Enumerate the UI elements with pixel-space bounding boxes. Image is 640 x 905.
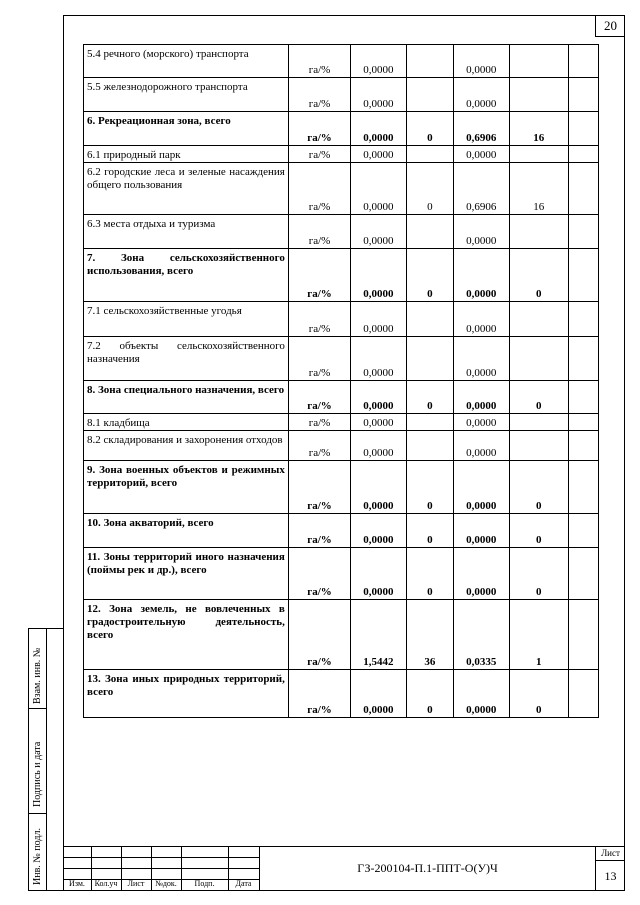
row-value-planned: 0,0000: [454, 302, 509, 337]
row-percent-planned: 0: [509, 670, 568, 718]
row-value-existing: 0,0000: [351, 381, 406, 414]
row-value-planned: 0,0000: [454, 431, 509, 461]
page-number: 20: [595, 15, 625, 37]
row-percent-planned: [509, 45, 568, 78]
label-izm: Изм.: [69, 879, 85, 888]
row-percent-existing: [406, 431, 453, 461]
row-unit: га/%: [288, 112, 350, 146]
label-kol-uch: Кол.уч: [94, 879, 118, 888]
label-data: Дата: [235, 879, 252, 888]
row-name: 8.2 складирования и захоронения отходов: [84, 431, 289, 461]
row-unit: га/%: [288, 249, 350, 302]
table-row: [84, 45, 599, 78]
row-percent-planned: 0: [509, 461, 568, 514]
vzam-inv-label: Взам. инв. №: [32, 647, 43, 704]
row-percent-existing: 0: [406, 670, 453, 718]
table-row: [84, 337, 599, 381]
table-row: [84, 514, 599, 548]
row-name: 6.3 места отдыха и туризма: [84, 215, 289, 249]
row-empty-cell: [568, 548, 598, 600]
row-unit: га/%: [288, 461, 350, 514]
table-row: [84, 112, 599, 146]
label-list: Лист: [127, 879, 145, 888]
row-value-existing: 0,0000: [351, 215, 406, 249]
row-percent-existing: 0: [406, 514, 453, 548]
row-value-planned: 0,0000: [454, 461, 509, 514]
row-percent-existing: 36: [406, 600, 453, 670]
row-unit: га/%: [288, 600, 350, 670]
row-unit: га/%: [288, 45, 350, 78]
row-name: 10. Зона акваторий, всего: [84, 514, 289, 548]
row-value-existing: 0,0000: [351, 548, 406, 600]
podpis-data-label: Подпись и дата: [32, 741, 43, 807]
table-row: [84, 548, 599, 600]
table-row: [84, 600, 599, 670]
row-value-planned: 0,6906: [454, 112, 509, 146]
side-divider: [46, 629, 47, 890]
row-value-existing: 0,0000: [351, 414, 406, 431]
row-value-planned: 0,0000: [454, 670, 509, 718]
row-value-planned: 0,0000: [454, 146, 509, 163]
row-empty-cell: [568, 431, 598, 461]
table-row: [84, 163, 599, 215]
row-percent-existing: 0: [406, 249, 453, 302]
row-value-existing: 0,0000: [351, 163, 406, 215]
table-row: [84, 249, 599, 302]
title-block: [63, 846, 625, 891]
row-value-existing: 0,0000: [351, 461, 406, 514]
row-value-existing: 0,0000: [351, 249, 406, 302]
label-ndok: №док.: [155, 879, 177, 888]
table-row: [84, 670, 599, 718]
row-unit: га/%: [288, 381, 350, 414]
row-percent-existing: [406, 337, 453, 381]
row-percent-planned: 16: [509, 163, 568, 215]
row-value-planned: 0,0000: [454, 381, 509, 414]
row-value-planned: 0,0335: [454, 600, 509, 670]
row-empty-cell: [568, 215, 598, 249]
table-row: [84, 146, 599, 163]
row-percent-existing: [406, 414, 453, 431]
table-row: [84, 461, 599, 514]
row-unit: га/%: [288, 146, 350, 163]
row-percent-planned: [509, 146, 568, 163]
row-empty-cell: [568, 302, 598, 337]
row-empty-cell: [568, 78, 598, 112]
row-value-planned: 0,0000: [454, 249, 509, 302]
row-empty-cell: [568, 670, 598, 718]
row-unit: га/%: [288, 431, 350, 461]
row-percent-existing: [406, 78, 453, 112]
row-empty-cell: [568, 461, 598, 514]
row-name: 12. Зона земель, не вовлеченных в градостроительную деятельность, всего: [84, 600, 289, 670]
row-value-planned: 0,0000: [454, 215, 509, 249]
row-name: 11. Зоны территорий иного назначения (поймы рек и др.), всего: [84, 548, 289, 600]
table-row: [84, 431, 599, 461]
table-row: [84, 381, 599, 414]
row-name: 7.2 объекты сельскохозяйственного назначения: [84, 337, 289, 381]
row-value-planned: 0,6906: [454, 163, 509, 215]
row-percent-planned: 16: [509, 112, 568, 146]
row-unit: га/%: [288, 302, 350, 337]
row-value-existing: 0,0000: [351, 670, 406, 718]
row-name: 5.4 речного (морского) транспорта: [84, 45, 289, 78]
row-name: 6. Рекреационная зона, всего: [84, 112, 289, 146]
row-percent-planned: 1: [509, 600, 568, 670]
row-unit: га/%: [288, 414, 350, 431]
title-block-grid: [63, 846, 259, 891]
sheet-number: 13: [604, 869, 617, 883]
row-value-existing: 1,5442: [351, 600, 406, 670]
row-empty-cell: [568, 381, 598, 414]
row-value-planned: 0,0000: [454, 337, 509, 381]
row-value-planned: 0,0000: [454, 514, 509, 548]
row-percent-existing: 0: [406, 112, 453, 146]
row-percent-planned: [509, 337, 568, 381]
row-unit: га/%: [288, 78, 350, 112]
row-unit: га/%: [288, 514, 350, 548]
row-empty-cell: [568, 600, 598, 670]
row-value-planned: 0,0000: [454, 45, 509, 78]
row-percent-planned: 0: [509, 381, 568, 414]
document-code: ГЗ-200104-П.1-ППТ-О(У)Ч: [259, 846, 595, 891]
row-empty-cell: [568, 45, 598, 78]
row-value-planned: 0,0000: [454, 414, 509, 431]
row-unit: га/%: [288, 337, 350, 381]
table-row: [84, 78, 599, 112]
row-percent-planned: [509, 78, 568, 112]
row-percent-planned: [509, 302, 568, 337]
row-percent-planned: 0: [509, 249, 568, 302]
row-value-existing: 0,0000: [351, 431, 406, 461]
row-value-existing: 0,0000: [351, 302, 406, 337]
row-name: 7. Зона сельскохозяйственного использования, всего: [84, 249, 289, 302]
row-empty-cell: [568, 163, 598, 215]
row-percent-planned: 0: [509, 514, 568, 548]
row-empty-cell: [568, 249, 598, 302]
row-percent-existing: [406, 302, 453, 337]
row-name: 13. Зона иных природных территорий, всего: [84, 670, 289, 718]
row-percent-existing: [406, 45, 453, 78]
row-name: 7.1 сельскохозяйственные угодья: [84, 302, 289, 337]
row-value-planned: 0,0000: [454, 78, 509, 112]
row-value-existing: 0,0000: [351, 146, 406, 163]
row-name: 8. Зона специального назначения, всего: [84, 381, 289, 414]
table-row: [84, 215, 599, 249]
row-value-existing: 0,0000: [351, 45, 406, 78]
row-unit: га/%: [288, 670, 350, 718]
side-stamp: [28, 628, 63, 891]
row-empty-cell: [568, 514, 598, 548]
row-percent-planned: [509, 431, 568, 461]
row-percent-existing: 0: [406, 381, 453, 414]
row-percent-planned: [509, 414, 568, 431]
row-value-existing: 0,0000: [351, 514, 406, 548]
row-value-existing: 0,0000: [351, 112, 406, 146]
row-percent-existing: [406, 146, 453, 163]
zones-table: [83, 44, 599, 718]
sheet-label: Лист: [596, 847, 625, 861]
row-value-planned: 0,0000: [454, 548, 509, 600]
row-name: 6.1 природный парк: [84, 146, 289, 163]
row-percent-existing: 0: [406, 461, 453, 514]
row-name: 9. Зона военных объектов и режимных территорий, всего: [84, 461, 289, 514]
row-empty-cell: [568, 146, 598, 163]
row-percent-planned: [509, 215, 568, 249]
row-unit: га/%: [288, 215, 350, 249]
table-row: [84, 414, 599, 431]
row-value-existing: 0,0000: [351, 78, 406, 112]
row-name: 5.5 железнодорожного транспорта: [84, 78, 289, 112]
row-unit: га/%: [288, 548, 350, 600]
row-unit: га/%: [288, 163, 350, 215]
row-empty-cell: [568, 337, 598, 381]
table-row: [84, 302, 599, 337]
row-percent-existing: 0: [406, 163, 453, 215]
row-value-existing: 0,0000: [351, 337, 406, 381]
sheet-box: [595, 846, 625, 891]
label-podp: Подп.: [194, 879, 215, 888]
row-empty-cell: [568, 414, 598, 431]
row-percent-existing: [406, 215, 453, 249]
row-percent-existing: 0: [406, 548, 453, 600]
inv-podl-label: Инв. № подл.: [32, 828, 43, 885]
row-percent-planned: 0: [509, 548, 568, 600]
row-empty-cell: [568, 112, 598, 146]
row-name: 8.1 кладбища: [84, 414, 289, 431]
row-name: 6.2 городские леса и зеленые насаждения общего пользования: [84, 163, 289, 215]
